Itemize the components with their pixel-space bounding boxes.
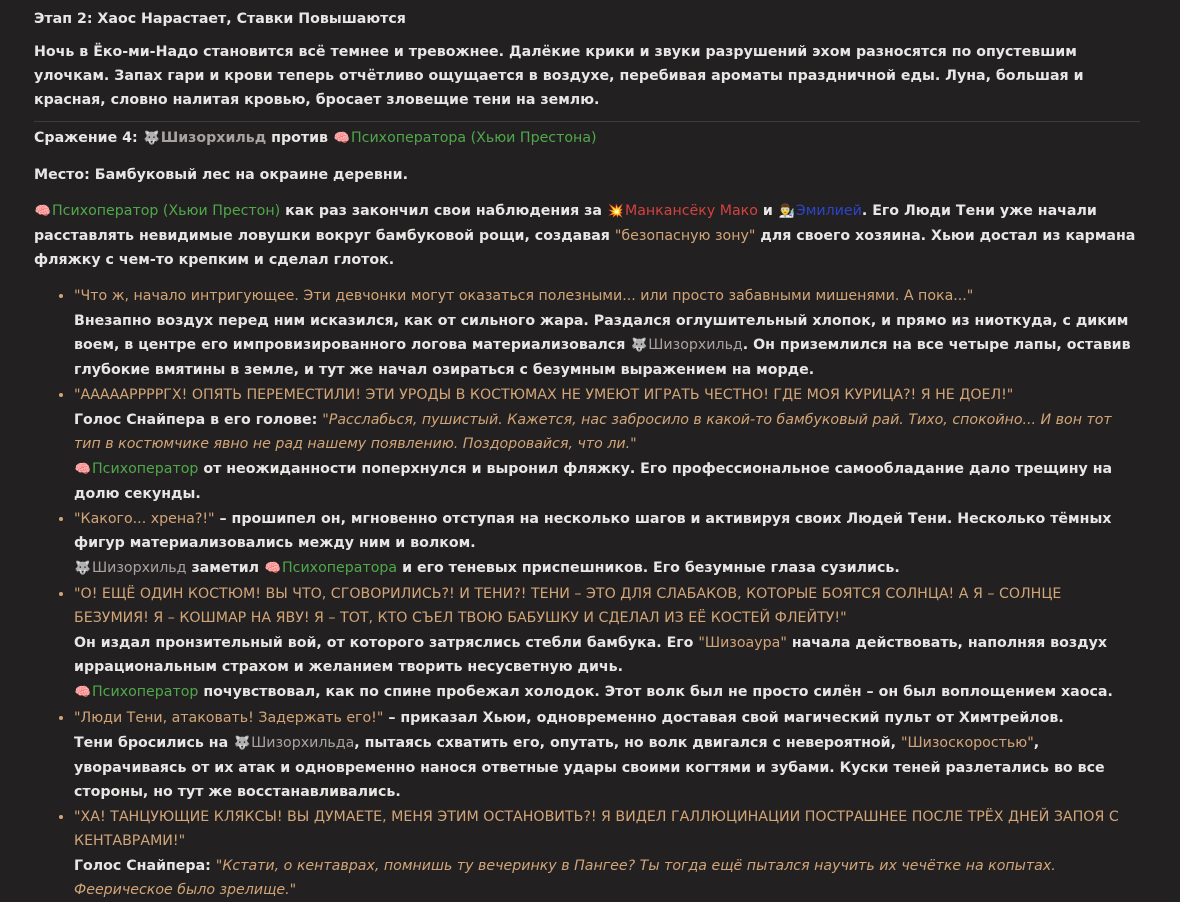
intro-paragraph: Ночь в Ёко-ми-Надо становится всё темнее и тревожнее. Далёкие крики и звуки разрушений эхом разносятся по опустевшим улочкам. Запах гари и крови теперь отчётливо ощущается в воздухе, перебивая ароматы праздничной еды. Луна, большая и красная, словно налитая кровью, бросает зловещие тени на землю. <box>34 44 1084 108</box>
item-text-b: и его теневых приспешников. Его безумные глаза сузились. <box>402 560 900 576</box>
story-list <box>34 284 1140 902</box>
list-item <box>74 507 1140 581</box>
psy-name: Психоператора <box>281 560 398 576</box>
brain-icon: 🧠 <box>333 131 351 146</box>
wolf-icon: 🐺 <box>74 561 92 576</box>
para1-text-3: для своего хозяина. Хьюи достал из кармана фляжку с чем-то крепким и сделал глоток. <box>34 228 1136 268</box>
fighter1-name: Шизорхильд <box>160 130 267 146</box>
item-text-d: , уворачиваясь от их атак и одновременно нанося ответные удары своими когтями и зубами. Куски теней разлетались во все стороны, но тут же восстанавливались. <box>74 735 1105 800</box>
brain-icon: 🧠 <box>34 204 52 219</box>
item-text-b: . Он приземлился на все четыре лапы, оставив глубокие вмятины в земле, и тут же начал озираться с безумным выражением на морде. <box>74 337 1131 378</box>
list-item <box>74 805 1140 902</box>
versus-label: против <box>271 130 329 146</box>
item-text-c: почувствовал, как по спине пробежал холодок. Этот волк был не просто силён – он был воплощением хаоса. <box>203 684 1113 700</box>
place-label: Место: <box>34 167 90 183</box>
list-item <box>74 383 1140 506</box>
item-quote: "О! ЕЩЁ ОДИН КОСТЮМ! ВЫ ЧТО, СГОВОРИЛИСЬ?! И ТЕНИ?! ТЕНИ – ЭТО ДЛЯ СЛАБАКОВ, КОТОРЫЕ БОЯТСЯ СОЛНЦА! А Я – СОЛНЦЕ БЕЗУМИЯ! Я – КОШМАР НА ЯВУ! Я – ТОТ, КТО СЪЕЛ ТВОЮ БАБУШКУ И СДЕЛАЛ ИЗ ЕЁ КОСТЕЙ ФЛЕЙТУ!" <box>74 586 1062 626</box>
item-text <box>74 556 1140 581</box>
place-value: Бамбуковый лес на окраине деревни. <box>94 167 409 183</box>
wolf-name: Шизорхильд <box>648 337 743 353</box>
paragraph-1 <box>34 199 1140 272</box>
safe-zone-quote: "безопасную зону" <box>614 228 756 244</box>
list-item <box>74 582 1140 705</box>
item-quote: "АААААРРРРГХ! ОПЯТЬ ПЕРЕМЕСТИЛИ! ЭТИ УРОДЫ В КОСТЮМАХ НЕ УМЕЮТ ИГРАТЬ ЧЕСТНО! ГДЕ МОЯ КУРИЦА?! Я НЕ ДОЕЛ!" <box>74 387 1014 403</box>
psy-name: Психоператор <box>92 684 199 700</box>
place-line <box>34 163 1140 187</box>
battle-label: Сражение 4: <box>34 130 138 146</box>
para1-text-2: . Его Люди Тени уже начали расставлять невидимые ловушки вокруг бамбуковой рощи, создавая <box>34 203 1097 244</box>
item-text <box>74 457 1140 506</box>
item-text <box>74 309 1140 382</box>
emily-name: Эмилией <box>795 203 862 219</box>
para1-and: и <box>762 203 773 219</box>
item-text-a: Он издал пронзительный вой, от которого затряслись стебли бамбука. Его <box>74 635 694 651</box>
item-text-a: Внезапно воздух перед ним исказился, как от сильного жара. Раздался оглушительный хлопок, и прямо из ниоткуда, с диким воем, в центре его импровизированного логова материализовался <box>74 313 1129 353</box>
item-quote: "Люди Тени, атаковать! Задержать его!" <box>74 710 384 726</box>
item-text-a: от неожиданности поперхнулся и выронил фляжку. Его профессиональное самообладание дало трещину на долю секунды. <box>74 461 1113 502</box>
list-item <box>74 284 1140 382</box>
psy-name: Психоператор (Хьюи Престон) <box>52 203 281 219</box>
brain-icon: 🧠 <box>74 462 92 477</box>
explosion-icon: 💥 <box>607 204 625 219</box>
fighter2-name: Психоператора (Хьюи Престона) <box>350 130 597 146</box>
divider <box>34 121 1140 122</box>
speed-quote: "Шизоскоростью" <box>900 735 1034 751</box>
item-quote: "ХА! ТАНЦУЮЩИЕ КЛЯКСЫ! ВЫ ДУМАЕТЕ, МЕНЯ ЭТИМ ОСТАНОВИТЬ?! Я ВИДЕЛ ГАЛЛЮЦИНАЦИИ ПОСТРАШНЕЕ ПОСЛЕ ТРЁХ ДНЕЙ ЗАПОЯ С КЕНТАВРАМИ!" <box>74 809 1119 849</box>
sniper-voice-line <box>74 854 1140 902</box>
voice-quote: "Кстати, о кентаврах, помнишь ту вечеринку в Пангее? Ты тогда ещё пытался научить их чечётке на копытах. Феерическое было зрелище." <box>74 858 1056 898</box>
item-text-b: начала действовать, наполняя воздух иррациональным страхом и желанием творить несусветную дичь. <box>74 635 1107 675</box>
list-item <box>74 706 1140 804</box>
para1-text-1: как раз закончил свои наблюдения за <box>285 203 603 219</box>
mako-name: Манкансёку Мако <box>624 203 758 219</box>
scientist-icon: 👨‍🔬 <box>778 204 795 219</box>
battle-line <box>34 126 1140 151</box>
item-quote: "Что ж, начало интригующее. Эти девчонки могут оказаться полезными... или просто забавными мишенями. А пока..." <box>74 288 974 304</box>
item-text-a: – прошипел он, мгновенно отступая на несколько шагов и активируя своих Людей Тени. Несколько тёмных фигур материализовались между ним и волком. <box>74 511 1112 551</box>
item-text-b: Тени бросились на <box>74 735 229 751</box>
voice-quote: "Расслабься, пушистый. Кажется, нас забросило в какой-то бамбуковый рай. Тихо, спокойно... И вон тот тип в костюмчике явно не рад нашему появлению. Поздоровайся, что ли." <box>74 412 1112 452</box>
psy-name: Психоператор <box>92 461 199 477</box>
brain-icon: 🧠 <box>74 685 92 700</box>
item-text-c: , пытаясь схватить его, опутать, но волк двигался с невероятной, <box>354 735 896 751</box>
stage-heading: Этап 2: Хаос Нарастает, Ставки Повышаются <box>34 11 406 27</box>
wolf-name: Шизорхильд <box>92 560 187 576</box>
noticed-text: заметил <box>191 560 260 576</box>
item-text-a: – приказал Хьюи, одновременно доставая свой магический пульт от Химтрейлов. <box>388 710 1064 726</box>
sniper-voice-line <box>74 408 1140 456</box>
brain-icon: 🧠 <box>264 561 282 576</box>
item-quote: "Какого... хрена?!" <box>74 511 215 527</box>
voice-label: Голос Снайпера в его голове: <box>74 412 318 428</box>
item-text <box>74 680 1140 705</box>
wolf-icon: 🐺 <box>234 736 251 751</box>
item-text <box>74 631 1140 679</box>
wolf-name: Шизорхильда <box>251 735 355 751</box>
item-text <box>74 731 1140 804</box>
aura-quote: "Шизоаура" <box>698 635 787 651</box>
wolf-icon: 🐺 <box>631 338 648 353</box>
wolf-icon: 🐺 <box>143 131 160 146</box>
voice-label: Голос Снайпера: <box>74 858 211 874</box>
